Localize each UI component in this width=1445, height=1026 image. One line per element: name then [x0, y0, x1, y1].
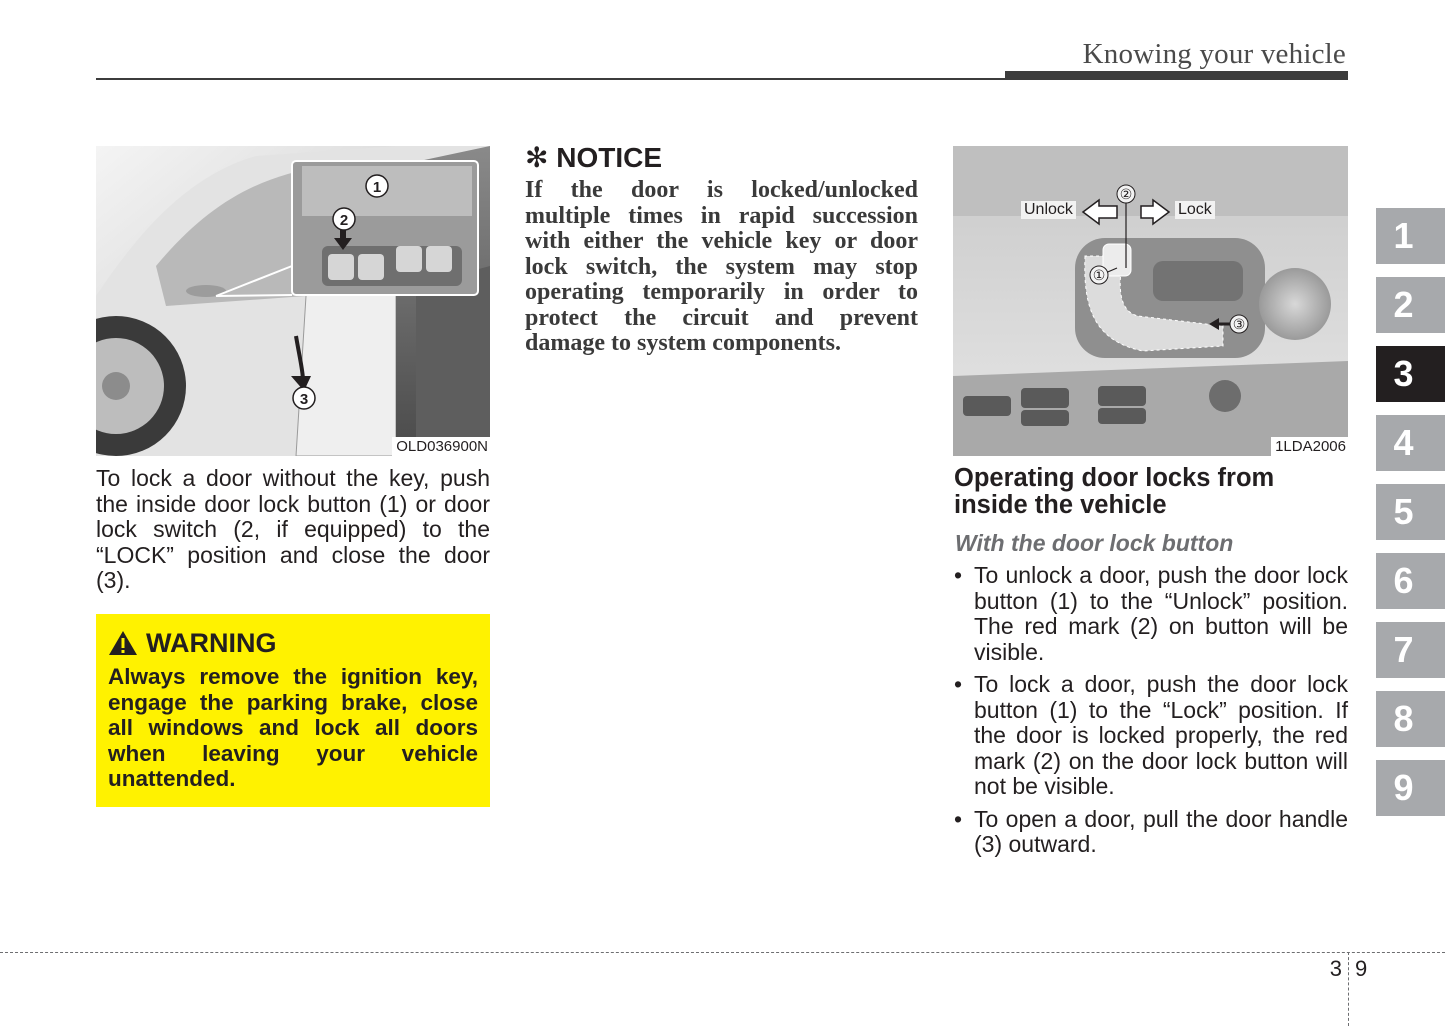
- warning-body: Always remove the ignition key, engage the parking brake, close all windows and lock all doors when leaving your vehicle unattended.: [108, 664, 478, 791]
- unlock-label: Unlock: [1021, 201, 1076, 219]
- chapter-tab-5[interactable]: 5: [1376, 484, 1445, 540]
- notice-heading: [525, 141, 662, 175]
- warning-heading: [108, 628, 478, 658]
- callout-2: 2: [339, 212, 349, 229]
- lock-label: Lock: [1175, 201, 1215, 219]
- notice-asterisk-icon: ✻: [525, 142, 549, 173]
- chapter-tab-8[interactable]: 8: [1376, 691, 1445, 747]
- page-chapter-number: 3: [1329, 956, 1342, 981]
- callout-circled-2: ②: [1119, 187, 1133, 203]
- figure-code: OLD036900N: [392, 437, 490, 456]
- door-lock-figure: [96, 146, 490, 456]
- chapter-tab-2[interactable]: 2: [1376, 277, 1445, 333]
- footer-divider: [1348, 952, 1349, 1026]
- door-panel-illustration: [953, 146, 1348, 456]
- chapter-tab-6[interactable]: 6: [1376, 553, 1445, 609]
- chapter-tab-4[interactable]: 4: [1376, 415, 1445, 471]
- chapter-tab-3[interactable]: 3: [1376, 346, 1445, 402]
- callout-1: 1: [372, 179, 382, 196]
- page-number: 9: [1355, 956, 1368, 981]
- instruction-list: [954, 563, 1348, 865]
- figure-code: 1LDA2006: [1271, 437, 1348, 456]
- footer-rule: [0, 952, 1445, 953]
- warning-box: [96, 614, 490, 807]
- list-item: • To unlock a door, push the door lock button (1) to the “Unlock” position. The red mark (2) on button will be visible.: [954, 562, 1348, 665]
- callout-3: 3: [299, 391, 309, 408]
- list-item: • To open a door, pull the door handle (3) outward.: [954, 805, 1348, 857]
- warning-title: WARNING: [146, 628, 277, 658]
- header-rule-accent: [1005, 71, 1348, 80]
- warning-triangle-icon: [108, 630, 138, 656]
- lock-without-key-paragraph: To lock a door without the key, push the inside door lock button (1) or door lock switch (2, if equipped) to the “LOCK” position and close the door (3).: [96, 465, 490, 593]
- running-header-title: Knowing your vehicle: [1082, 38, 1346, 70]
- notice-title: NOTICE: [556, 142, 663, 173]
- notice-body: If the door is locked/unlocked multiple times in rapid succession with either the vehicle key or door lock switch, the system may stop operating temporarily in order to protect the circuit and prevent damage to system components.: [525, 177, 918, 356]
- list-item: • To lock a door, push the door lock button (1) to the “Lock” position. If the door is locked properly, the red mark (2) on the door lock button will not be visible.: [954, 671, 1348, 799]
- car-door-illustration: [96, 146, 490, 456]
- chapter-tab-7[interactable]: 7: [1376, 622, 1445, 678]
- chapter-tab-1[interactable]: 1: [1376, 208, 1445, 264]
- bullet-icon: •: [954, 671, 963, 697]
- subsection-title: With the door lock button: [955, 530, 1234, 556]
- section-title: Operating door locks from inside the vehicle: [954, 464, 1275, 519]
- chapter-tab-9[interactable]: 9: [1376, 760, 1445, 816]
- callout-circled-1: ①: [1092, 268, 1106, 284]
- door-handle-figure: [953, 146, 1348, 456]
- bullet-icon: •: [954, 562, 963, 588]
- bullet-icon: •: [954, 805, 963, 832]
- callout-circled-3: ③: [1232, 317, 1246, 333]
